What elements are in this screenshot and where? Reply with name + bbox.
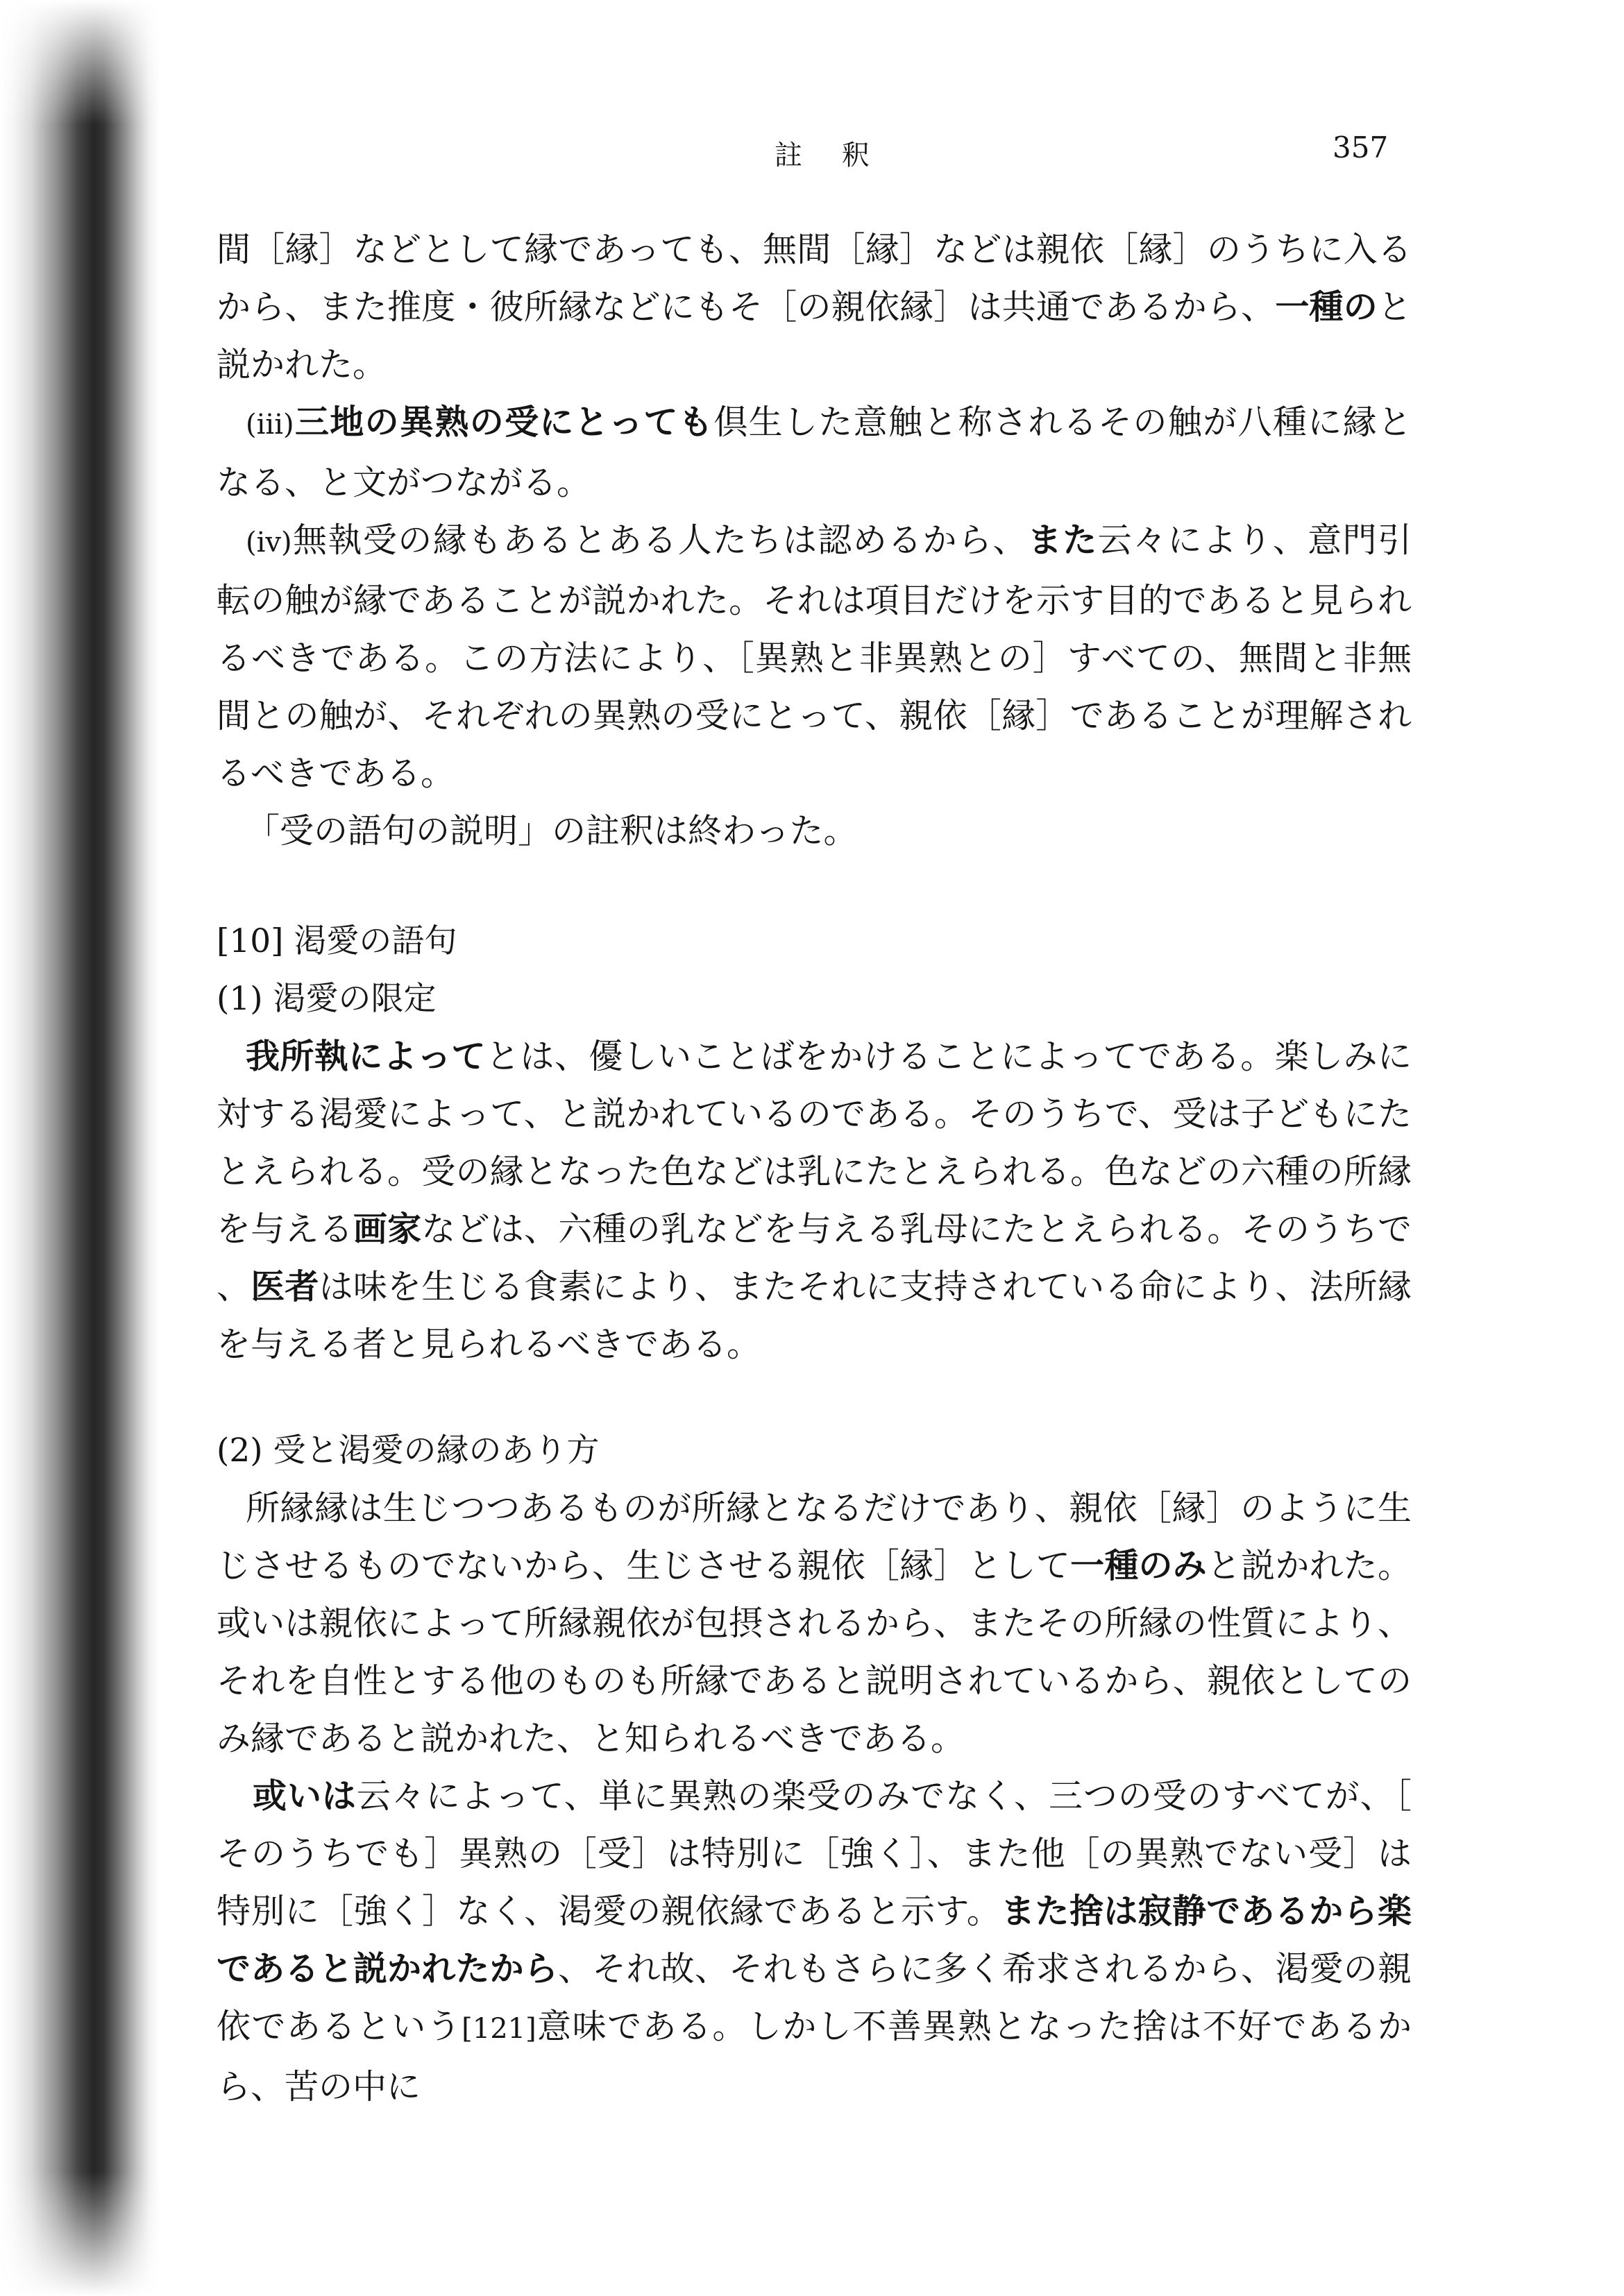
paragraph-2-roman-numeral: (iii)	[246, 409, 294, 441]
paragraph-7-text-b: 云々によって、単に異熟の楽受のみでなく、三つの受のすべてが、［そのうちでも］異熟の［受］は特別に［強く］、また他［の異熟でない受］は特別に［強く］なく、渇愛の親依縁であると示す。	[217, 1776, 1412, 1931]
paragraph-5-bold-painter: 画家	[353, 1209, 422, 1249]
paragraph-6-text-a: 所縁縁は生じつつあるものが所縁となるだけであり、親依［縁］のように生じさせるものでないから、生じさせる親依［縁］として	[217, 1488, 1412, 1585]
paragraph-6-text-c: と説かれた。或いは親依によって所縁親依が包摂されるから、またその所縁の性質により、それを自性とする他のものも所縁であると説明されているから、親依としてのみ縁であると説かれた、と知られるべきである。	[217, 1546, 1412, 1758]
paragraph-3	[217, 511, 1412, 802]
paragraph-3-bold-term: また	[1027, 520, 1098, 560]
paragraph-1-text-c: と説かれた。	[217, 287, 1412, 384]
page-number: 357	[1333, 130, 1389, 164]
paragraph-7	[217, 1767, 1412, 2116]
paragraph-1-bold-term: 一種の	[1275, 287, 1378, 327]
paragraph-3-text-d: 云々により、意門引転の触が縁であることが説かれた。それは項目だけを示す目的であると見られるべきである。この方法により、［異熟と非異熟との］すべての、無間と非無間との触が、それぞれの異熟の受にとって、親依［縁］であることが理解されるべきである。	[217, 520, 1412, 793]
paragraph-2-bold-term: 三地の異熟の受にとっても	[294, 402, 714, 442]
running-header-title: 註 釈	[775, 139, 885, 171]
paragraph-7-text-f: 意味である。しかし不善異熟となった捨は不好であるから、苦の中に	[217, 2007, 1412, 2107]
paragraph-6-bold-term: 一種のみ	[1070, 1545, 1207, 1585]
page-gutter-fade-top	[0, 0, 160, 125]
page-gutter-shadow	[0, 0, 160, 2296]
body-text	[217, 221, 1412, 2116]
paragraph-3-text-b: 無執受の縁もあるとある人たちは認めるから、	[291, 520, 1028, 560]
paragraph-5-text-b: とは、優しいことばをかけることによってである。楽しみに対する渇愛によって、と説かれているのである。そのうちで、受は子どもにたとえられる。受の縁となった色などは乳にたとえられる。色などの六種の所縁を与える	[217, 1037, 1412, 1249]
paragraph-5	[217, 1028, 1412, 1373]
section-spacer	[217, 860, 1412, 912]
paragraph-1	[217, 221, 1412, 393]
subsection-heading-1: (1) 渇愛の限定	[217, 980, 437, 1018]
subsection-heading-2: (2) 受と渇愛の縁のあり方	[217, 1431, 600, 1470]
paragraph-5-bold-doctor: 医者	[251, 1266, 319, 1307]
paragraph-7-text-d: 、それ故、それもさらに多く希求されるから、渇愛の親依であるという	[217, 1949, 1412, 2046]
paragraph-5-text-d: などは、六種の乳などを与える乳母にたとえられる。そのうちで、	[217, 1209, 1412, 1307]
paragraph-4: 「受の語句の説明」の註釈は終わった。	[246, 811, 858, 851]
section-heading-10: [10] 渇愛の語句	[217, 922, 457, 960]
paragraph-7-bold-term: 或いは	[253, 1776, 357, 1816]
paragraph-5-bold-term: 我所執によって	[246, 1036, 486, 1076]
paragraph-2	[217, 393, 1412, 511]
paragraph-3-roman-numeral: (iv)	[246, 527, 292, 559]
section-spacer-2	[217, 1373, 1412, 1422]
paragraph-7-page-ref: [121]	[462, 2013, 536, 2045]
paragraph-7-bold-quote: また捨は寂静であるから楽であると説かれたから	[217, 1891, 1412, 1989]
paragraph-1-text-a: 間［縁］などとして縁であっても、無間［縁］などは親依［縁］のうちに入るから、また推度・彼所縁などにもそ［の親依縁］は共通であるから、	[217, 230, 1412, 327]
page-gutter-fade-bottom	[0, 2172, 160, 2296]
paragraph-5-text-f: は味を生じる食素により、またそれに支持されている命により、法所縁を与える者と見られるべきである。	[217, 1267, 1412, 1364]
paragraph-2-text-c: 倶生した意触と称されるその触が八種に縁となる、と文がつながる。	[217, 402, 1412, 502]
paragraph-6	[217, 1479, 1412, 1767]
